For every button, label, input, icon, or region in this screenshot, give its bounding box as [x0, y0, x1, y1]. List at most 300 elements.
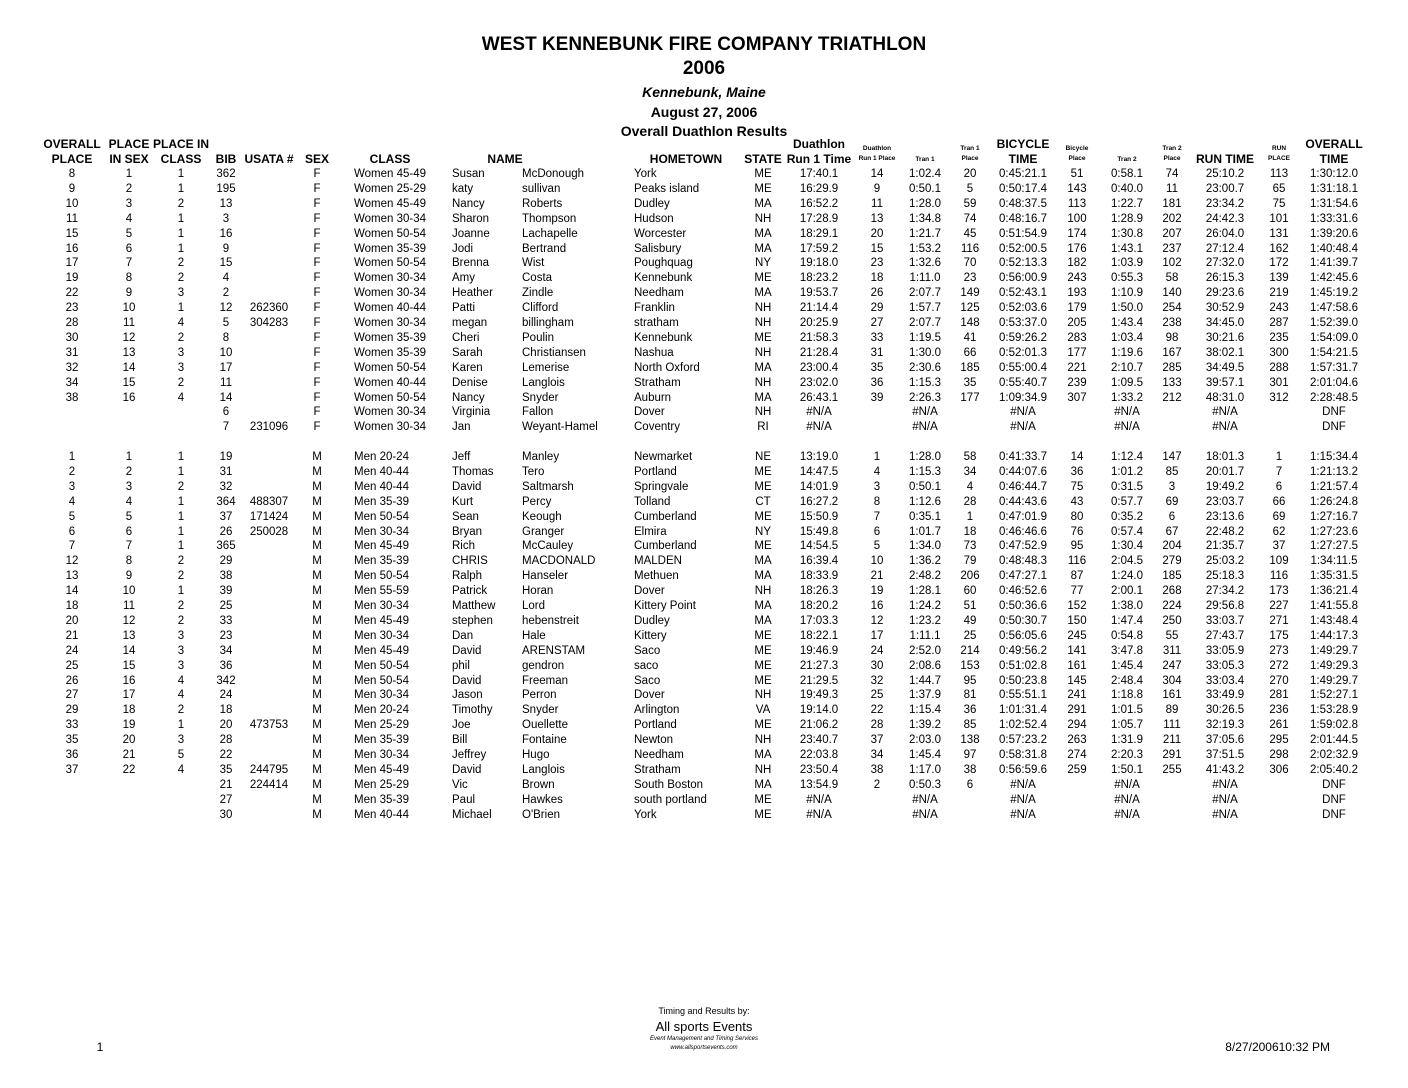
cell-state: MA [754, 555, 772, 568]
cell-tran2-time: 0:58.1 [1111, 168, 1143, 180]
cell-sex: F [313, 272, 321, 285]
cell-bib: 20 [219, 719, 233, 732]
cell-place-in-sex: 19 [122, 719, 136, 732]
cell-bicycle-time: 0:52:00.5 [999, 242, 1047, 255]
cell-bib: 18 [219, 704, 233, 717]
cell-run1-place: 39 [870, 391, 884, 404]
cell-state: MA [754, 570, 772, 583]
cell-run-time: 27:34.2 [1205, 585, 1245, 598]
cell-run-time: 23:13.6 [1205, 510, 1245, 523]
cell-hometown: Tolland [634, 495, 671, 508]
cell-tran1-place: 153 [960, 659, 980, 672]
cell-run1-time: 17:03.3 [799, 614, 839, 627]
cell-tran2-time: 0:57.7 [1111, 495, 1143, 508]
cell-state: ME [754, 719, 772, 732]
cell-bicycle-time: 0:57:23.2 [999, 734, 1047, 747]
cell-bicycle-place: 95 [1070, 540, 1084, 553]
cell-sex: F [313, 317, 321, 329]
cell-bib: 19 [219, 451, 233, 463]
cell-class: Men 35-39 [354, 495, 409, 508]
cell-bicycle-place: 179 [1067, 302, 1087, 315]
cell-last-name: Hugo [522, 749, 550, 761]
cell-sex: F [313, 421, 321, 434]
cell-place-in-class: 4 [177, 674, 185, 687]
cell-sex: M [312, 778, 322, 791]
header-tran2-place-2: Place [1163, 155, 1181, 162]
cell-sex: M [312, 644, 322, 657]
cell-state: VA [755, 704, 771, 717]
table-row [0, 301, 1408, 316]
cell-place-in-sex: 1 [125, 451, 133, 463]
cell-class: Men 45-49 [354, 763, 409, 776]
header-overall-place-1: OVERALL [43, 137, 101, 151]
cell-last-name: Freeman [522, 674, 569, 687]
cell-run-place: 113 [1269, 168, 1289, 180]
cell-bib: 29 [219, 555, 233, 568]
cell-tran1-time: 1:12.6 [909, 495, 941, 508]
table-row [0, 554, 1408, 569]
cell-tran2-place: 211 [1162, 734, 1182, 747]
table-row [0, 227, 1408, 242]
cell-run-time: 39:57.1 [1205, 376, 1245, 389]
cell-run1-time: 18:26.3 [799, 585, 839, 598]
cell-run-time: 26:04.0 [1205, 227, 1245, 240]
cell-tran2-time: 1:33.2 [1111, 391, 1143, 404]
cell-tran1-time: 2:26.3 [909, 391, 941, 404]
cell-run1-place: 21 [870, 570, 884, 583]
cell-class: Men 40-44 [354, 465, 409, 478]
cell-bicycle-time: 0:44:43.6 [999, 495, 1047, 508]
cell-bicycle-place: 221 [1067, 361, 1087, 374]
cell-tran1-time: 1:02.4 [909, 168, 941, 180]
cell-run1-time: 15:49.8 [799, 525, 839, 538]
cell-place-in-class: 3 [177, 346, 185, 359]
cell-run-time: #N/A [1212, 406, 1238, 419]
cell-run-place: 272 [1269, 659, 1289, 672]
cell-overall-place: 33 [65, 719, 79, 732]
cell-overall-time: 1:31:54.6 [1310, 197, 1358, 210]
cell-run-place: 75 [1272, 197, 1286, 210]
cell-overall-time: 2:28:48.5 [1310, 391, 1358, 404]
cell-tran1-place: 4 [966, 480, 974, 493]
cell-tran2-time: 1:03.4 [1111, 331, 1143, 344]
cell-hometown: Dudley [634, 614, 670, 627]
cell-bicycle-place: 239 [1067, 376, 1087, 389]
cell-bib: 39 [219, 585, 233, 598]
cell-run-place: 298 [1269, 749, 1289, 761]
cell-last-name: Langlois [522, 376, 565, 389]
cell-bib: 34 [219, 644, 233, 657]
cell-run-place: 271 [1269, 614, 1289, 627]
cell-place-in-sex: 13 [122, 346, 136, 359]
header-run1-2: Run 1 Time [786, 152, 852, 166]
cell-tran1-place: 149 [960, 287, 980, 300]
header-tran1-place-1: Tran 1 [960, 145, 980, 152]
cell-state: NH [754, 406, 772, 419]
cell-overall-place: 35 [65, 734, 79, 747]
cell-bicycle-time: #N/A [1010, 778, 1036, 791]
cell-bib: 362 [216, 168, 236, 180]
cell-sex: M [312, 763, 322, 776]
cell-run-time: 37:05.6 [1205, 734, 1245, 747]
header-class: CLASS [369, 152, 411, 166]
header-sex: SEX [304, 152, 330, 166]
cell-place-in-class: 3 [177, 659, 185, 672]
cell-overall-place: 34 [65, 376, 79, 389]
cell-hometown: Saco [634, 644, 661, 657]
cell-sex: M [312, 749, 322, 761]
cell-overall-place: 36 [65, 749, 79, 761]
cell-run1-time: 19:53.7 [799, 287, 839, 300]
cell-bicycle-time: 0:56:59.6 [999, 763, 1047, 776]
cell-bicycle-time: 0:44:07.6 [999, 465, 1047, 478]
cell-hometown: Saco [634, 674, 661, 687]
cell-run1-place: 9 [873, 182, 881, 195]
cell-tran2-time: #N/A [1114, 793, 1140, 806]
cell-place-in-class: 2 [177, 197, 185, 210]
cell-tran1-time: 1:34.0 [909, 540, 941, 553]
cell-run-time: 25:03.2 [1205, 555, 1245, 568]
cell-bicycle-place: 116 [1067, 555, 1087, 568]
cell-place-in-class: 1 [177, 510, 185, 523]
cell-class: Men 50-54 [354, 659, 409, 672]
cell-state: NH [754, 212, 772, 225]
cell-run-place: 219 [1269, 287, 1289, 300]
cell-sex: M [312, 793, 322, 806]
cell-tran2-place: 254 [1162, 302, 1182, 315]
cell-hometown: Arlington [634, 704, 680, 717]
cell-hometown: Salisbury [634, 242, 682, 255]
cell-run1-time: #N/A [806, 421, 832, 434]
cell-run-time: 29:23.6 [1205, 287, 1245, 300]
cell-bicycle-place: 152 [1067, 600, 1087, 612]
cell-state: MA [754, 600, 772, 612]
cell-bicycle-place: 80 [1070, 510, 1084, 523]
cell-bicycle-place: 14 [1070, 451, 1084, 463]
cell-bib: 30 [219, 808, 233, 821]
cell-overall-place: 5 [68, 510, 76, 523]
cell-last-name: Christiansen [522, 346, 586, 359]
cell-overall-time: DNF [1322, 808, 1346, 821]
cell-run1-time: #N/A [806, 793, 832, 806]
cell-place-in-sex: 17 [122, 689, 136, 702]
page-number: 1 [96, 1040, 104, 1054]
cell-overall-time: 1:40:48.4 [1310, 242, 1358, 255]
cell-bicycle-time: 0:52:13.3 [999, 257, 1047, 270]
cell-bicycle-time: 0:49:56.2 [999, 644, 1047, 657]
cell-tran2-place: 140 [1162, 287, 1182, 300]
cell-run-place: 131 [1269, 227, 1289, 240]
cell-bicycle-place: 43 [1070, 495, 1084, 508]
cell-place-in-class: 4 [177, 763, 185, 776]
cell-class: Women 50-54 [354, 391, 427, 404]
cell-run1-place: 3 [873, 480, 881, 493]
cell-overall-place: 13 [65, 570, 79, 583]
cell-first-name: Joanne [452, 227, 490, 240]
cell-first-name: phil [452, 659, 470, 672]
cell-tran2-place: 55 [1165, 629, 1179, 642]
cell-last-name: Thompson [522, 212, 577, 225]
cell-hometown: York [634, 168, 657, 180]
cell-place-in-sex: 2 [125, 465, 133, 478]
cell-place-in-sex: 15 [122, 659, 136, 672]
cell-place-in-sex: 10 [122, 585, 136, 598]
table-row [0, 480, 1408, 495]
cell-tran2-time: 1:43.4 [1111, 317, 1143, 329]
cell-place-in-class: 2 [177, 614, 185, 627]
header-run-place-2: PLACE [1267, 155, 1291, 162]
cell-run1-place: 12 [870, 614, 884, 627]
cell-bib: 37 [219, 510, 233, 523]
cell-bicycle-place: 174 [1067, 227, 1087, 240]
cell-place-in-sex: 18 [122, 704, 136, 717]
cell-first-name: Sarah [452, 346, 483, 359]
cell-bib: 23 [219, 629, 233, 642]
cell-sex: F [313, 227, 321, 240]
cell-run1-time: 21:27.3 [799, 659, 839, 672]
cell-tran2-place: 247 [1162, 659, 1182, 672]
table-row [0, 510, 1408, 525]
cell-tran2-time: #N/A [1114, 421, 1140, 434]
cell-class: Men 40-44 [354, 808, 409, 821]
cell-run-place: 295 [1269, 734, 1289, 747]
cell-state: NH [754, 302, 772, 315]
cell-place-in-class: 1 [177, 212, 185, 225]
cell-tran1-time: 1:32.6 [909, 257, 941, 270]
cell-first-name: Bill [452, 734, 468, 747]
cell-bicycle-place: 193 [1067, 287, 1087, 300]
cell-place-in-sex: 3 [125, 197, 133, 210]
cell-bicycle-time: 1:02:52.4 [999, 719, 1047, 732]
cell-tran1-time: #N/A [912, 406, 938, 419]
cell-class: Women 50-54 [354, 361, 427, 374]
cell-first-name: Michael [452, 808, 492, 821]
cell-first-name: Rich [452, 540, 476, 553]
cell-tran1-place: 60 [963, 585, 977, 598]
cell-sex: M [312, 600, 322, 612]
cell-usata-number: 488307 [249, 495, 289, 508]
cell-bicycle-place: 205 [1067, 317, 1087, 329]
cell-bicycle-place: 143 [1067, 182, 1087, 195]
cell-class: Men 30-34 [354, 525, 409, 538]
cell-last-name: Brown [522, 778, 555, 791]
table-row [0, 465, 1408, 480]
cell-bib: 24 [219, 689, 233, 702]
cell-state: ME [754, 182, 772, 195]
cell-first-name: Karen [452, 361, 483, 374]
table-row [0, 495, 1408, 510]
cell-tran2-time: 1:50.1 [1111, 763, 1143, 776]
table-row [0, 420, 1408, 435]
cell-first-name: stephen [452, 614, 493, 627]
cell-hometown: South Boston [634, 778, 704, 791]
cell-place-in-class: 3 [177, 644, 185, 657]
cell-place-in-class: 2 [177, 570, 185, 583]
cell-sex: M [312, 659, 322, 672]
cell-last-name: Bertrand [522, 242, 567, 255]
header-state: STATE [744, 152, 782, 166]
cell-overall-time: DNF [1322, 793, 1346, 806]
cell-tran1-time: #N/A [912, 808, 938, 821]
cell-run-time: 27:12.4 [1205, 242, 1245, 255]
cell-last-name: Hawkes [522, 793, 563, 806]
header-tran2: Tran 2 [1117, 156, 1137, 163]
cell-run1-place: 26 [870, 287, 884, 300]
cell-place-in-class: 1 [177, 719, 185, 732]
cell-tran2-place: 74 [1165, 168, 1179, 180]
cell-last-name: Poulin [522, 331, 554, 344]
cell-overall-time: 1:27:23.6 [1310, 525, 1358, 538]
cell-overall-time: DNF [1322, 778, 1346, 791]
cell-run-place: 139 [1269, 272, 1289, 285]
table-row [0, 539, 1408, 554]
cell-run-place: 261 [1269, 719, 1289, 732]
cell-overall-place: 17 [65, 257, 79, 270]
cell-last-name: Ouellette [522, 719, 569, 732]
cell-hometown: Dover [634, 585, 665, 598]
table-row [0, 212, 1408, 227]
cell-tran2-place: 111 [1163, 719, 1181, 732]
cell-place-in-sex: 14 [122, 644, 136, 657]
cell-state: NH [754, 734, 772, 747]
cell-bicycle-time: 0:52:03.6 [999, 302, 1047, 315]
cell-sex: M [312, 808, 322, 821]
cell-class: Women 30-34 [354, 317, 427, 329]
cell-overall-time: 1:43:48.4 [1310, 614, 1358, 627]
cell-hometown: Dudley [634, 197, 670, 210]
cell-last-name: Manley [522, 451, 560, 463]
cell-hometown: Poughquag [634, 257, 693, 270]
cell-first-name: CHRIS [452, 555, 488, 568]
cell-last-name: Zindle [522, 287, 554, 300]
cell-tran2-time: 1:30.4 [1111, 540, 1143, 553]
cell-tran1-time: 1:30.0 [909, 346, 941, 359]
cell-tran1-time: 1:34.8 [909, 212, 941, 225]
cell-run-time: 30:52.9 [1205, 302, 1245, 315]
cell-run1-place: 8 [873, 495, 881, 508]
cell-tran1-time: #N/A [912, 793, 938, 806]
cell-run1-place: 33 [870, 331, 884, 344]
cell-run-place: 306 [1269, 763, 1289, 776]
cell-bicycle-time: 0:56:00.9 [999, 272, 1047, 285]
cell-sex: F [313, 346, 321, 359]
header-tran1: Tran 1 [915, 156, 935, 163]
cell-hometown: Cumberland [634, 510, 697, 523]
cell-tran2-place: 167 [1162, 346, 1182, 359]
table-row [0, 286, 1408, 301]
cell-overall-time: 1:36:21.4 [1310, 585, 1358, 598]
cell-class: Women 30-34 [354, 421, 427, 434]
cell-class: Men 25-29 [354, 778, 409, 791]
table-row [0, 197, 1408, 212]
cell-run1-place: 15 [870, 242, 884, 255]
cell-overall-time: 1:52:39.0 [1310, 317, 1358, 329]
cell-sex: F [313, 197, 321, 210]
cell-run1-time: #N/A [806, 808, 832, 821]
cell-class: Men 25-29 [354, 719, 409, 732]
cell-overall-time: 1:34:11.5 [1310, 555, 1358, 568]
cell-tran2-time: 2:00.1 [1111, 585, 1143, 598]
cell-bicycle-time: 0:55:40.7 [999, 376, 1047, 389]
cell-bicycle-place: 291 [1067, 704, 1087, 717]
cell-tran2-place: 98 [1165, 331, 1179, 344]
cell-place-in-class: 2 [177, 331, 185, 344]
cell-state: MA [754, 361, 772, 374]
cell-tran1-time: 1:36.2 [909, 555, 941, 568]
cell-run-time: 21:35.7 [1205, 540, 1245, 553]
cell-hometown: MALDEN [634, 555, 682, 568]
cell-class: Women 30-34 [354, 212, 427, 225]
cell-tran2-place: 181 [1162, 197, 1182, 210]
cell-run1-place: 22 [870, 704, 884, 717]
cell-overall-time: 1:15:34.4 [1310, 451, 1358, 463]
cell-run1-time: 14:54.5 [799, 540, 839, 553]
cell-class: Men 45-49 [354, 614, 409, 627]
cell-run1-time: 14:01.9 [799, 480, 839, 493]
cell-class: Men 45-49 [354, 540, 409, 553]
cell-last-name: Langlois [522, 763, 565, 776]
cell-overall-place: 29 [65, 704, 79, 717]
cell-sex: M [312, 465, 322, 478]
cell-bicycle-time: 0:58:31.8 [999, 749, 1047, 761]
cell-run1-time: 16:27.2 [799, 495, 839, 508]
cell-overall-place: 26 [65, 674, 79, 687]
cell-place-in-class: 4 [177, 689, 185, 702]
cell-tran2-time: 2:48.4 [1111, 674, 1143, 687]
cell-overall-place: 18 [65, 600, 79, 612]
cell-run-place: 101 [1269, 212, 1289, 225]
cell-last-name: Horan [522, 585, 554, 598]
cell-sex: F [313, 361, 321, 374]
cell-bicycle-time: #N/A [1010, 793, 1036, 806]
cell-state: ME [754, 644, 772, 657]
cell-run-place: 312 [1269, 391, 1289, 404]
cell-place-in-sex: 9 [125, 570, 133, 583]
cell-hometown: Stratham [634, 763, 681, 776]
cell-state: MA [754, 287, 772, 300]
cell-tran2-time: 1:45.4 [1111, 659, 1143, 672]
cell-class: Men 35-39 [354, 555, 409, 568]
cell-bicycle-time: 0:52:01.3 [999, 346, 1047, 359]
table-row [0, 778, 1408, 793]
cell-tran1-time: 2:30.6 [909, 361, 941, 374]
cell-bicycle-place: 241 [1067, 689, 1087, 702]
cell-bicycle-time: 0:55:51.1 [999, 689, 1047, 702]
cell-tran2-place: 85 [1165, 465, 1179, 478]
cell-overall-place: 32 [65, 361, 79, 374]
cell-run-place: 69 [1272, 510, 1286, 523]
cell-first-name: David [452, 644, 482, 657]
cell-place-in-sex: 6 [125, 525, 133, 538]
table-row [0, 405, 1408, 420]
cell-place-in-sex: 16 [122, 391, 136, 404]
cell-tran1-time: 1:44.7 [909, 674, 941, 687]
cell-overall-time: 1:49:29.3 [1310, 659, 1358, 672]
cell-bib: 4 [222, 272, 230, 285]
cell-run-time: 27:32.0 [1205, 257, 1245, 270]
cell-state: ME [754, 465, 772, 478]
cell-run-place: 301 [1269, 376, 1289, 389]
cell-run1-time: 14:47.5 [799, 465, 839, 478]
cell-tran1-time: 1:24.2 [909, 600, 941, 612]
header-overall-place-2: PLACE [51, 152, 93, 166]
cell-sex: M [312, 585, 322, 598]
cell-last-name: Saltmarsh [522, 480, 574, 493]
cell-first-name: Kurt [452, 495, 474, 508]
cell-tran1-time: 1:28.1 [909, 585, 941, 598]
cell-first-name: Matthew [452, 600, 496, 612]
cell-place-in-sex: 14 [122, 361, 136, 374]
